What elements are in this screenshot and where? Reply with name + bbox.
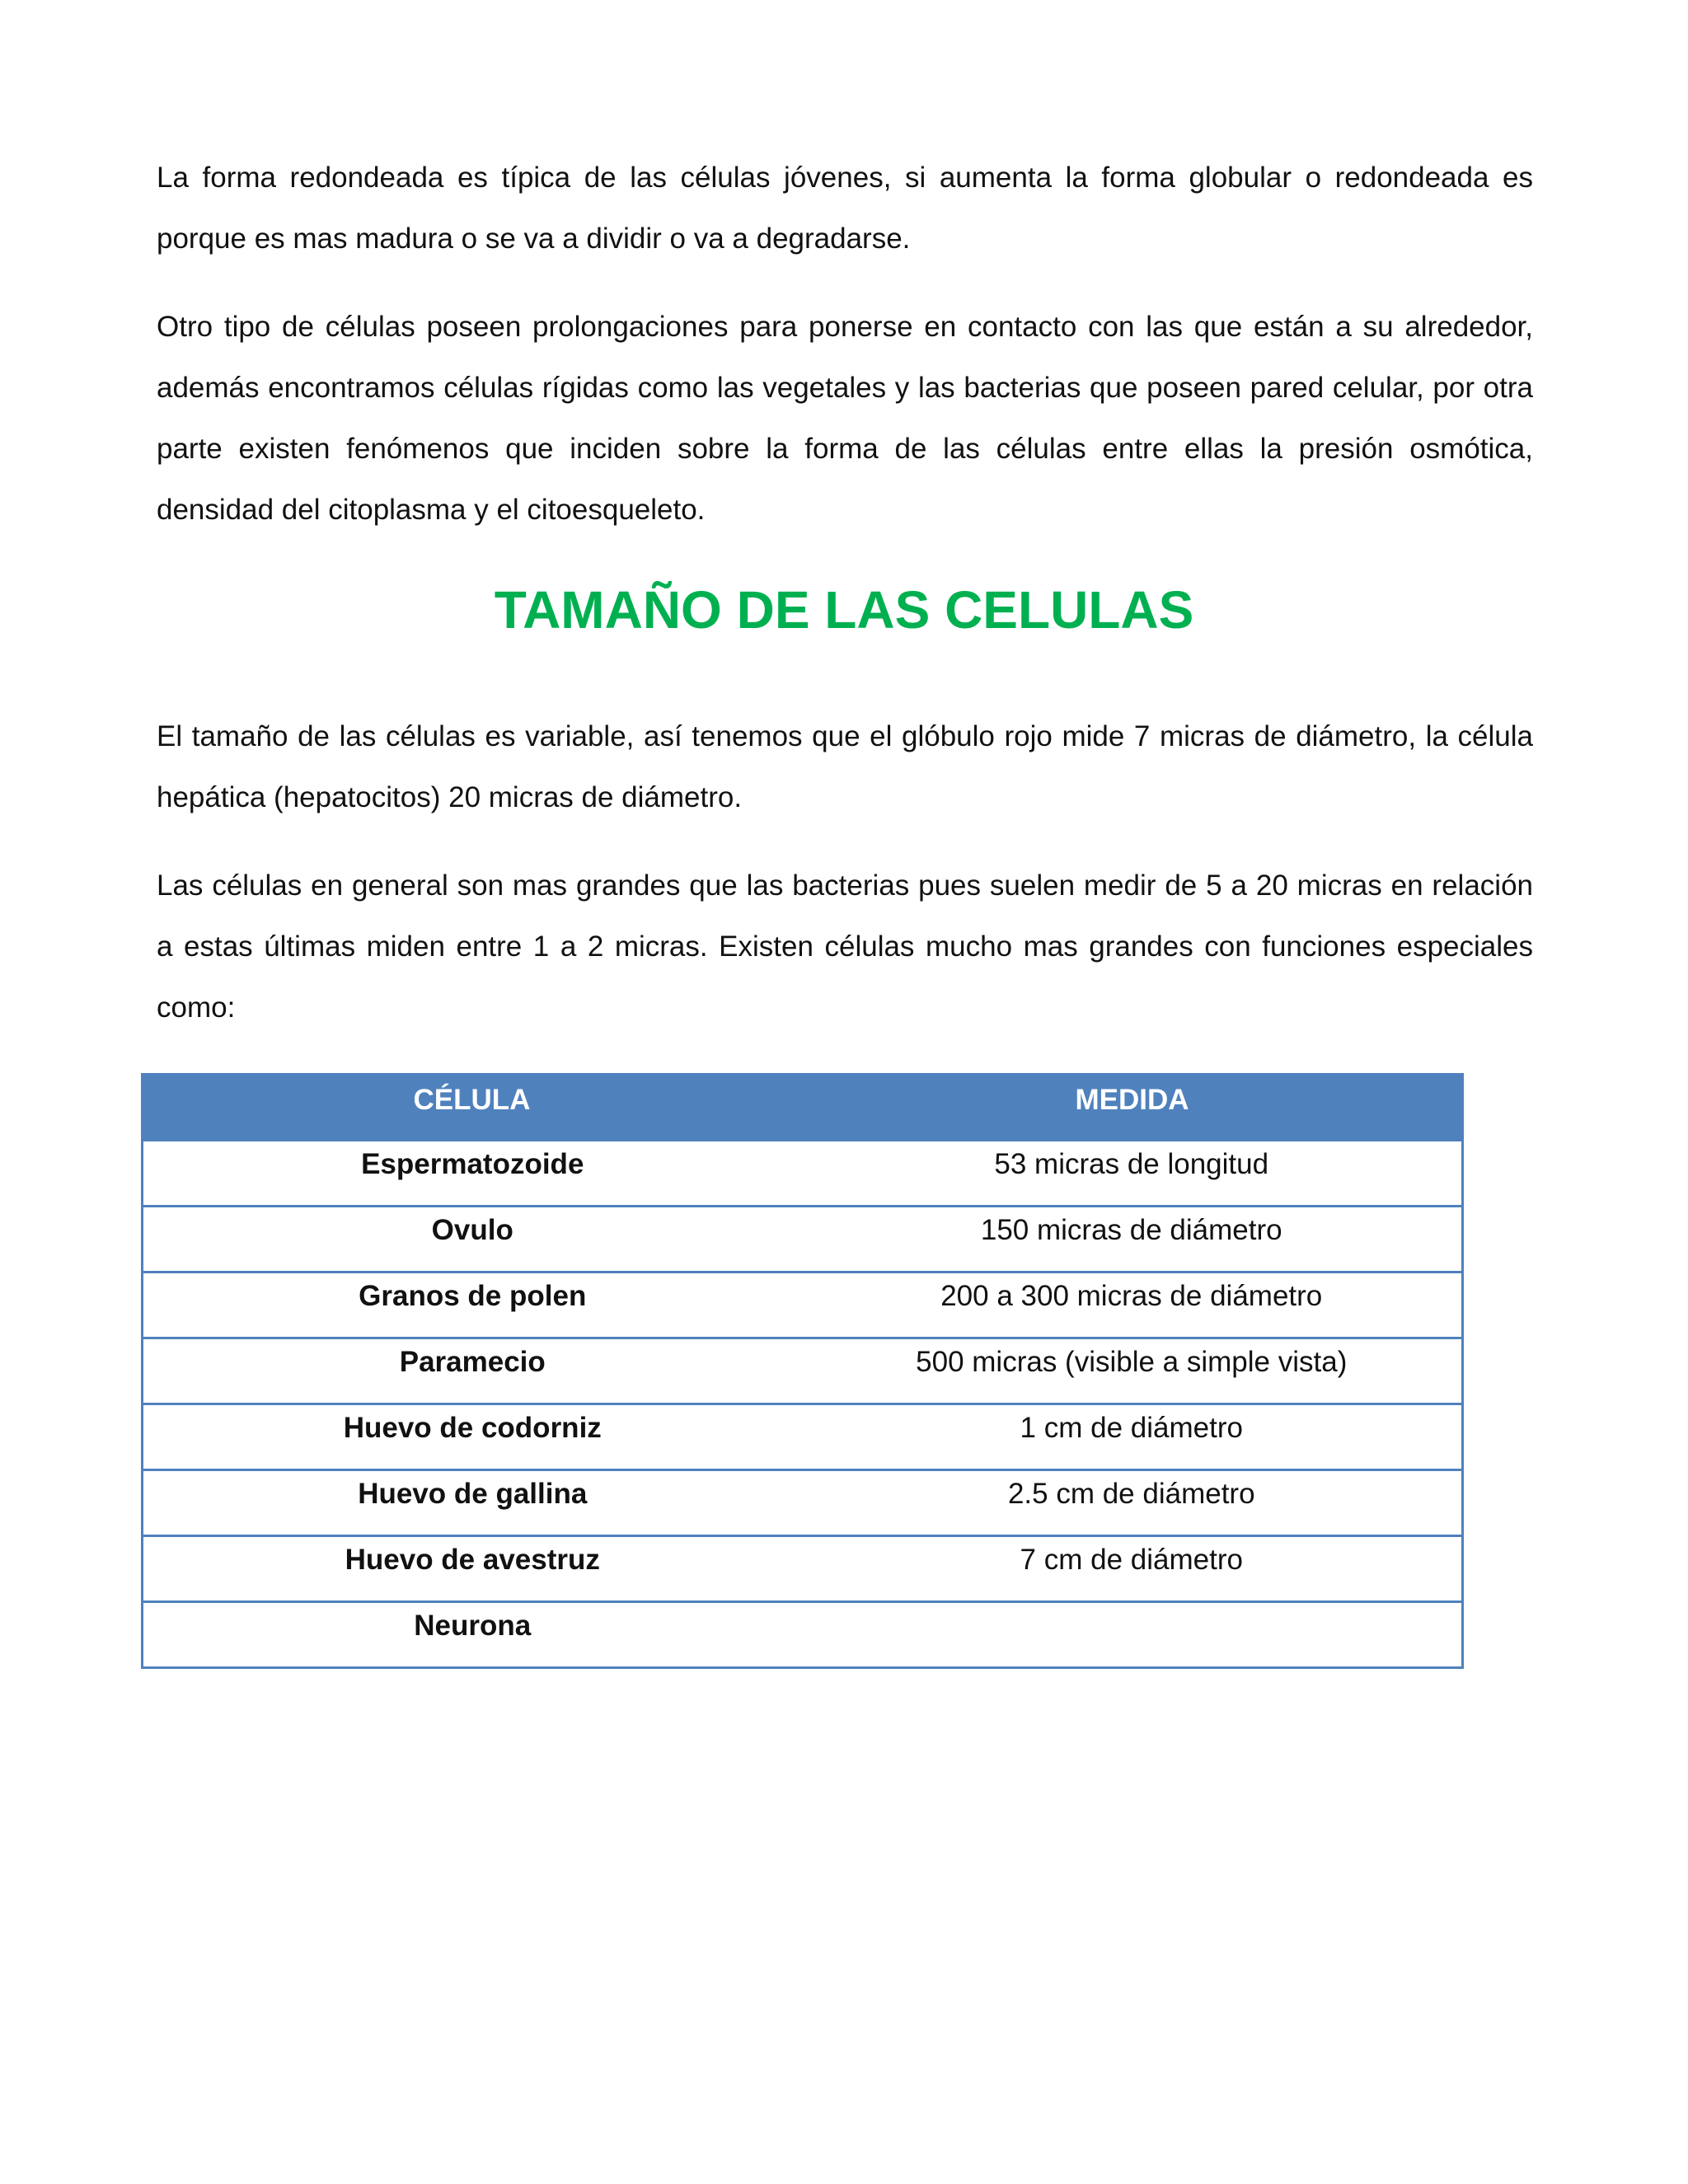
paragraph-text: Las células en general son mas grandes que las bacterias pues suelen medir de 5 a 20 micras en relación a estas últimas miden entre 1 a 2 micras. Existen células mucho mas grandes con funciones especiales como: [157,869,1533,1024]
table-row [143,1536,1463,1602]
table-row [143,1141,1463,1207]
cell-size: 200 a 300 micras de diámetro [802,1272,1463,1338]
cell-size: 53 micras de longitud [802,1141,1463,1207]
paragraph-text: El tamaño de las células es variable, así tenemos que el glóbulo rojo mide 7 micras de diámetro, la célula hepática (hepatocitos) 20 micras de diámetro. [157,720,1533,813]
cell-name: Granos de polen [143,1272,802,1338]
cell-size: 150 micras de diámetro [802,1207,1463,1272]
cell-name: Huevo de avestruz [143,1536,802,1602]
paragraph-cell-prolongations [157,297,1533,541]
cell-name: Paramecio [143,1338,802,1404]
paragraph-text: Otro tipo de células poseen prolongaciones para ponerse en contacto con las que están a su alrededor, además encontramos células rígidas como las vegetales y las bacterias que poseen pared celular, por otra parte existen fenómenos que inciden sobre la forma de las células entre ellas la presión osmótica, densidad del citoplasma y el citoesqueleto. [157,311,1533,526]
table-header-row [143,1075,1463,1141]
paragraph-text: La forma redondeada es típica de las células jóvenes, si aumenta la forma globular o redondeada es porque es mas madura o se va a dividir o va a degradarse. [157,162,1533,255]
paragraph-cells-vs-bacteria [157,855,1533,1038]
cell-name: Huevo de codorniz [143,1404,802,1470]
section-title: TAMAÑO DE LAS CELULAS [494,580,1194,640]
cell-name: Huevo de gallina [143,1470,802,1536]
cell-size-table [141,1073,1464,1669]
table-row [143,1338,1463,1404]
cell-size [802,1602,1463,1668]
column-header-cell: CÉLULA [143,1075,802,1141]
paragraph-cell-size-variable [157,706,1533,828]
column-header-size: MEDIDA [802,1075,1463,1141]
table-row [143,1602,1463,1668]
cell-name: Espermatozoide [143,1141,802,1207]
cell-name: Ovulo [143,1207,802,1272]
table-row [143,1272,1463,1338]
cell-size: 1 cm de diámetro [802,1404,1463,1470]
cell-size: 500 micras (visible a simple vista) [802,1338,1463,1404]
cell-size: 7 cm de diámetro [802,1536,1463,1602]
table-row [143,1404,1463,1470]
paragraph-round-shape [157,148,1533,269]
table-row [143,1470,1463,1536]
table-row [143,1207,1463,1272]
cell-name: Neurona [143,1602,802,1668]
cell-size: 2.5 cm de diámetro [802,1470,1463,1536]
